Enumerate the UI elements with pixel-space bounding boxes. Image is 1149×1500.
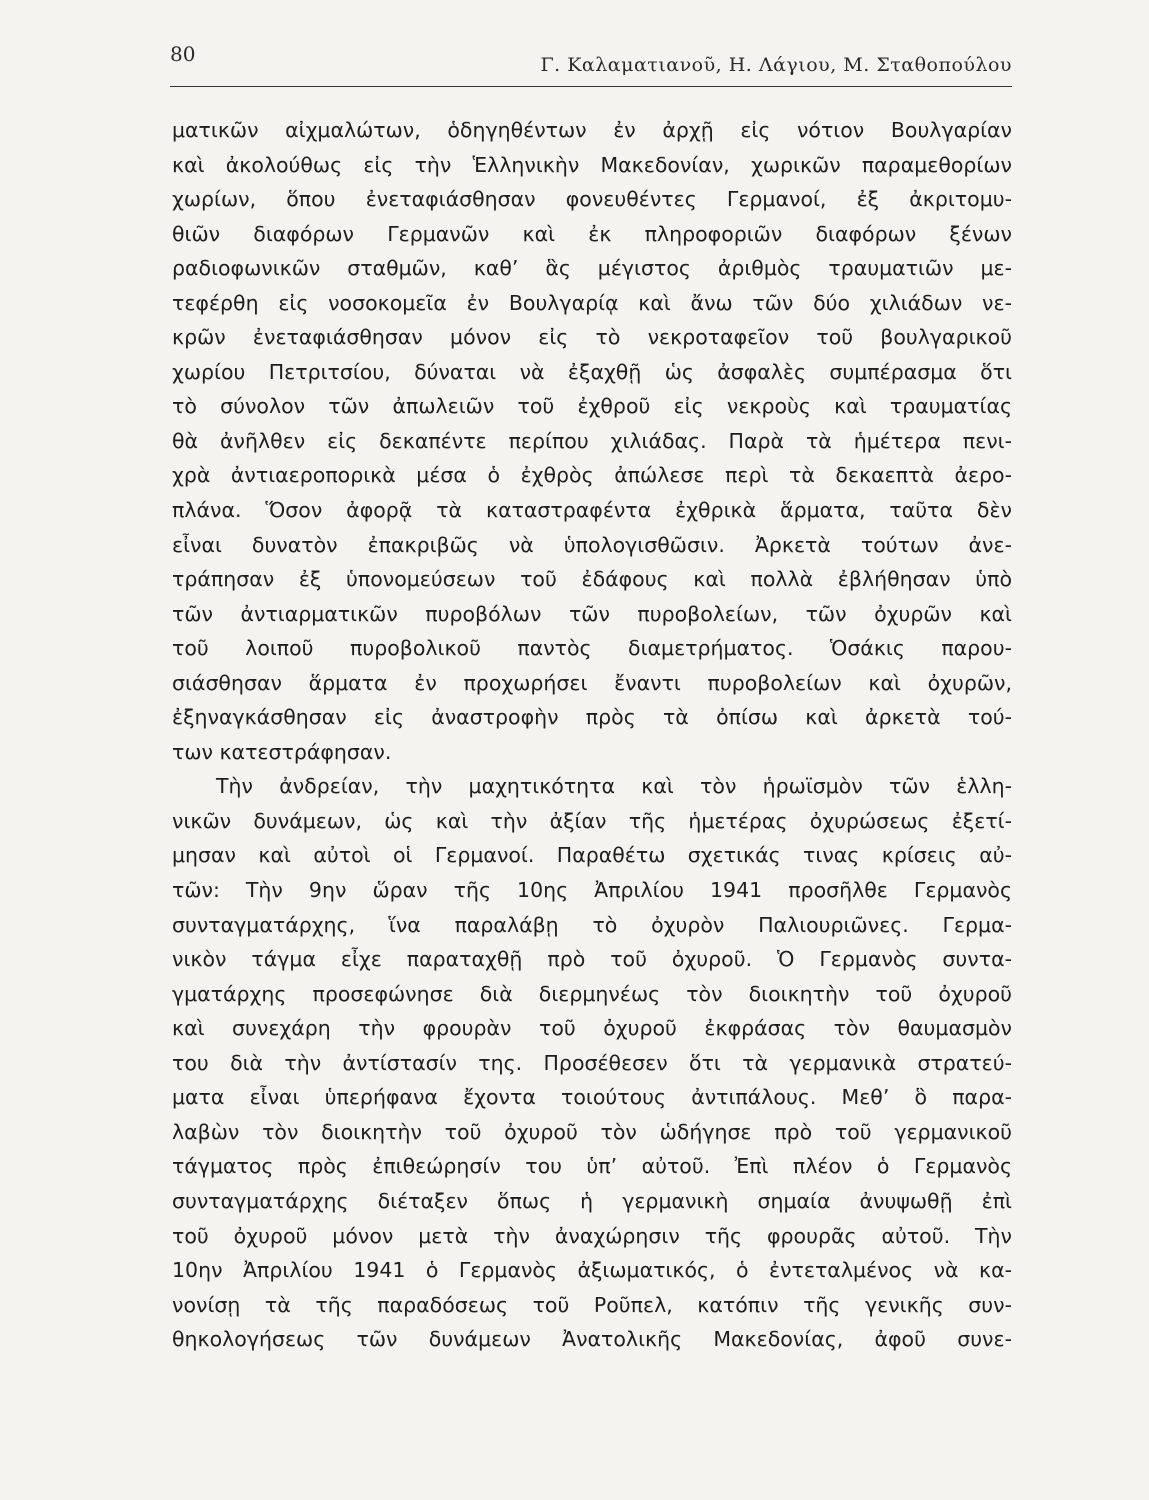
text-line: τεφέρθη εἰς νοσοκομεῖα ἐν Βουλγαρίᾳ καὶ ἄνω τῶν δύο χιλιάδων νε- [172,290,1012,315]
text-line: νικῶν δυνάμεων, ὡς καὶ τὴν ἀξίαν τῆς ἡμετέρας ὀχυρώσεως ἐξετί- [172,808,1012,833]
text-line: τῶν ἀντιαρματικῶν πυροβόλων τῶν πυροβολείων, τῶν ὀχυρῶν καὶ [172,601,1012,626]
text-line: τὸ σύνολον τῶν ἀπωλειῶν τοῦ ἐχθροῦ εἰς νεκροὺς καὶ τραυματίας [172,394,1012,419]
paragraph-start-line: Τὴν ἀνδρείαν, τὴν μαχητικότητα καὶ τὸν ἡρωϊσμὸν τῶν ἑλλη- [216,774,1012,799]
text-line: συνταγματάρχης διέταξεν ὅπως ἡ γερμανικὴ σημαία ἀνυψωθῇ ἐπὶ [172,1188,1012,1213]
text-line: θιῶν διαφόρων Γερμανῶν καὶ ἐκ πληροφοριῶν διαφόρων ξένων [172,221,1012,246]
text-line: πλάνα. Ὅσον ἀφορᾷ τὰ καταστραφέντα ἐχθρικὰ ἅρματα, ταῦτα δὲν [172,498,1012,523]
text-line: νονίσῃ τὰ τῆς παραδόσεως τοῦ Ροῦπελ, κατόπιν τῆς γενικῆς συν- [172,1292,1012,1317]
text-line: καὶ ἀκολούθως εἰς τὴν Ἑλληνικὴν Μακεδονίαν, χωρικῶν παραμεθορίων [172,152,1012,177]
text-line: ἐξηναγκάσθησαν εἰς ἀναστροφὴν πρὸς τὰ ὀπίσω καὶ ἀρκετὰ τού- [172,705,1012,730]
text-line: κρῶν ἐνεταφιάσθησαν μόνον εἰς τὸ νεκροταφεῖον τοῦ βουλγαρικοῦ [172,325,1012,350]
text-line: χωρίων, ὅπου ἐνεταφιάσθησαν φονευθέντες Γερμανοί, ἐξ ἀκριτομυ- [172,187,1012,212]
page-number: 80 [170,42,196,66]
text-line: εἶναι δυνατὸν ἐπακριβῶς νὰ ὑπολογισθῶσιν. Ἀρκετὰ τούτων ἀνε- [172,532,1012,557]
text-line: καὶ συνεχάρη τὴν φρουρὰν τοῦ ὀχυροῦ ἐκφράσας τὸν θαυμασμὸν [172,1016,1012,1041]
text-line: γματάρχης προσεφώνησε διὰ διερμηνέως τὸν διοικητὴν τοῦ ὀχυροῦ [172,981,1012,1006]
text-line: τράπησαν ἐξ ὑπονομεύσεων τοῦ ἐδάφους καὶ πολλὰ ἐβλήθησαν ὑπὸ [172,567,1012,592]
text-line: ματα εἶναι ὑπερήφανα ἔχοντα τοιούτους ἀντιπάλους. Μεθ’ ὃ παρα- [172,1085,1012,1110]
text-line: μησαν καὶ αὐτοὶ οἱ Γερμανοί. Παραθέτω σχετικάς τινας κρίσεις αὐ- [172,843,1012,868]
text-line: τῶν: Τὴν 9ην ὥραν τῆς 10ης Ἀπριλίου 1941 προσῆλθε Γερμανὸς [172,878,1012,903]
text-line: 10ην Ἀπριλίου 1941 ὁ Γερμανὸς ἀξιωματικός, ὁ ἐντεταλμένος νὰ κα- [172,1258,1012,1283]
text-line: του διὰ τὴν ἀντίστασίν της. Προσέθεσεν ὅτι τὰ γερμανικὰ στρατεύ- [172,1050,1012,1075]
body-text [172,113,1012,1357]
text-line: συνταγματάρχης, ἵνα παραλάβῃ τὸ ὀχυρὸν Παλιουριῶνες. Γερμα- [172,912,1012,937]
text-line: σιάσθησαν ἅρματα ἐν προχωρήσει ἔναντι πυροβολείων καὶ ὀχυρῶν, [172,670,1012,695]
text-line: νικὸν τάγμα εἶχε παραταχθῇ πρὸ τοῦ ὀχυροῦ. Ὁ Γερμανὸς συντα- [172,947,1012,972]
text-line: λαβὼν τὸν διοικητὴν τοῦ ὀχυροῦ τὸν ὡδήγησε πρὸ τοῦ γερμανικοῦ [172,1119,1012,1144]
text-line: ραδιοφωνικῶν σταθμῶν, καθ’ ἃς μέγιστος ἀριθμὸς τραυματιῶν με- [172,256,1012,281]
page-header [170,40,1012,90]
text-line: τοῦ ὀχυροῦ μόνον μετὰ τὴν ἀναχώρησιν τῆς φρουρᾶς αὐτοῦ. Τὴν [172,1223,1012,1248]
text-line: ματικῶν αἰχμαλώτων, ὁδηγηθέντων ἐν ἀρχῇ εἰς νότιον Βουλγαρίαν [172,118,1012,142]
text-line: τάγματος πρὸς ἐπιθεώρησίν του ὑπ’ αὐτοῦ. Ἐπὶ πλέον ὁ Γερμανὸς [172,1154,1012,1179]
paragraph-end-line: των κατεστράφησαν. [172,739,392,764]
running-head-authors: Γ. Καλαματιανοῦ, Η. Λάγιου, Μ. Σταθοπούλου [540,54,1012,76]
text-line: τοῦ λοιποῦ πυροβολικοῦ παντὸς διαμετρήματος. Ὁσάκις παρου- [172,636,1012,661]
text-line: χωρίου Πετριτσίου, δύναται νὰ ἐξαχθῇ ὡς ἀσφαλὲς συμπέρασμα ὅτι [172,359,1012,384]
header-rule [170,86,1012,87]
text-line: χρὰ ἀντιαεροπορικὰ μέσα ὁ ἐχθρὸς ἀπώλεσε περὶ τὰ δεκαεπτὰ ἀερο- [172,463,1012,488]
text-line: θηκολογήσεως τῶν δυνάμεων Ἀνατολικῆς Μακεδονίας, ἀφοῦ συνε- [172,1327,1012,1352]
text-line: θὰ ἀνῆλθεν εἰς δεκαπέντε περίπου χιλιάδας. Παρὰ τὰ ἡμέτερα πενι- [172,428,1012,453]
